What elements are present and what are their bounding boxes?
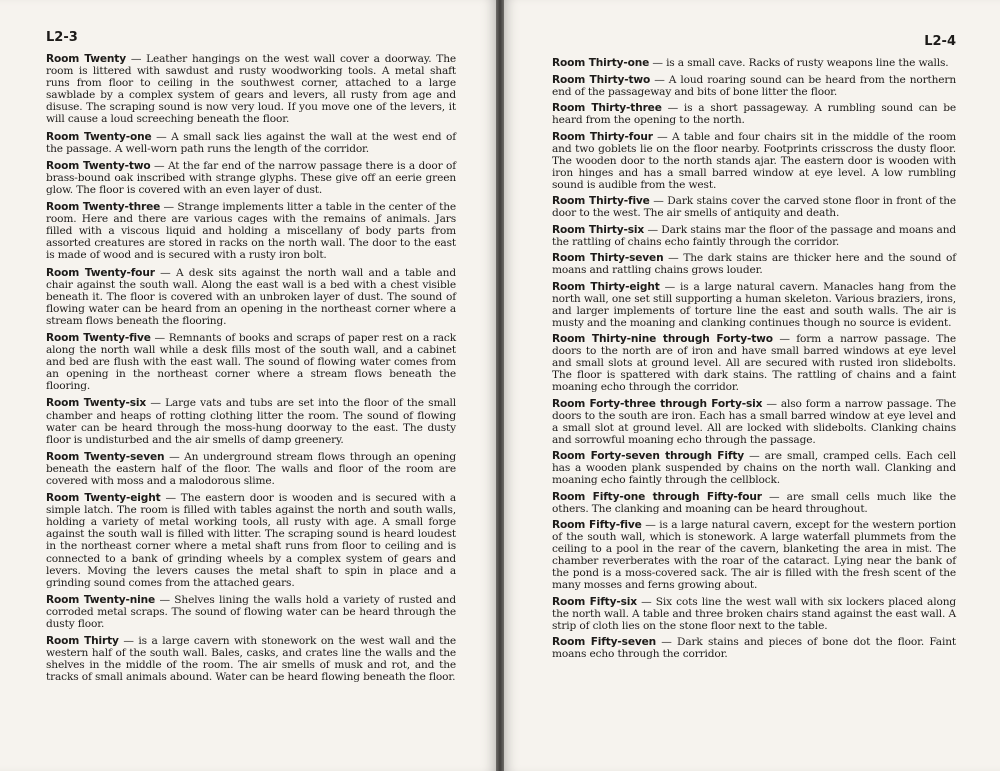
room-name: Room Fifty-five (552, 519, 642, 531)
room-entry (46, 160, 456, 196)
room-name: Room Thirty-six (552, 223, 645, 236)
room-description: — is a short passageway. A rumbling sound can be heard from the opening to the north. (552, 102, 956, 126)
room-description: — A loud roaring sound can be heard from the northern end of the passageway and bits of bone litter the floor. (552, 73, 957, 98)
room-entry (552, 57, 956, 69)
room-entry (552, 224, 956, 248)
room-name: Room Twenty-three (46, 201, 161, 214)
room-name: Room Fifty-seven (552, 636, 657, 648)
page-label: L2-3 (46, 30, 78, 45)
room-entry (552, 519, 956, 591)
room-name: Room Twenty-six (46, 397, 147, 410)
room-description: — is a small cave. Racks of rusty weapons line the walls. (649, 57, 949, 69)
room-description: — are small, cramped cells. Each cell has a wooden plank suspended by chains on the north wall. Clanking and moaning echo faintly through the cellblock. (552, 450, 956, 486)
room-description: — is a large natural cavern. Manacles hang from the north wall, one set still supporting a human skeleton. Various braziers, irons, and larger implements of torture line the east and south walls. The air is musty and the moaning and clanking continues though no source is evident. (552, 280, 956, 329)
room-description: — is a large cavern with stonework on the west wall and the western half of the south wall. Bales, casks, and crates line the walls and the shelves in the middle of the room. The air smells of musk and rot, and the tracks of small animals abound. Water can be heard flowing beneath the floor. (46, 635, 456, 684)
room-description: — Leather hangings on the west wall cover a doorway. The room is littered with sawdust and rusty woodworking tools. A metal shaft runs from floor to ceiling in the southwest corner, attached to a large sawblade by a complex system of gears and levers, all rusty from age and disuse. The scraping sound is now very loud. If you move one of the levers, it will cause a loud screeching beneath the floor. (46, 53, 456, 126)
room-name: Room Forty-three through Forty-six (552, 397, 763, 410)
room-name: Room Forty-seven through Fifty (552, 450, 744, 462)
room-description: — Remnants of books and scraps of paper rest on a rack along the north wall while a desk fills most of the south wall, and a cabinet and bed are flush with the east wall. The sound of flowing water comes from an opening in the northeast corner where a stream flows beneath the flooring. (46, 331, 456, 393)
room-description: — Large vats and tubs are set into the floor of the small chamber and heaps of rotting clothing litter the room. The sound of flowing water can be heard through the moss-hung doorway to the east. The dusty floor is undisturbed and the air smells of damp greenery. (46, 397, 456, 446)
room-description: — The eastern door is wooden and is secured with a simple latch. The room is filled with tables against the north and south walls, holding a variety of metal working tools, all rusty with age. A small forge against the south wall is filled with litter. The scraping sound is heard loudest in the northeast corner where a metal shaft runs from floor to ceiling and is connected to a bank of grinding wheels by a complex system of gears and levers. Moving the levers causes the metal shaft to spin in place and a grinding sound comes from the attached gears. (46, 492, 456, 589)
room-entry (46, 267, 456, 327)
room-entry (46, 397, 456, 445)
room-name: Room Thirty-eight (552, 280, 660, 293)
room-name: Room Thirty (46, 635, 119, 648)
room-name: Room Thirty-five (552, 195, 650, 207)
room-description: — Shelves lining the walls hold a variety of rusted and corroded metal scraps. The sound of flowing water can be heard through the dusty floor. (46, 593, 456, 631)
room-description: — The dark stains are thicker here and the sound of moans and rattling chains grows louder. (552, 252, 956, 276)
room-name: Room Thirty-one (552, 57, 650, 69)
room-name: Room Twenty-seven (46, 450, 165, 463)
room-description: — Dark stains cover the carved stone floor in front of the door to the west. The air smells of antiquity and death. (552, 195, 956, 219)
room-entry (552, 252, 956, 276)
room-name: Room Twenty-four (46, 266, 155, 279)
room-entry (552, 596, 956, 632)
room-name: Room Twenty-one (46, 130, 152, 143)
entry-list (46, 53, 456, 684)
room-description: — A desk sits against the north wall and a table and chair against the south wall. Along the east wall is a bed with a chest visible beneath it. The floor is covered with an unbroken layer of dust. The sound of flowing water can be heard from an opening in the northeast corner where a stream flows beneath the flooring. (46, 266, 456, 327)
room-description: — Dark stains and pieces of bone dot the floor. Faint moans echo through the corridor. (552, 636, 956, 660)
room-description: — Strange implements litter a table in the center of the room. Here and there are various cages with the remains of animals. Jars filled with a viscous liquid and holding a miscellany of body parts from assorted creatures are stored in racks on the north wall. The door to the east is made of wood and is secured with a rusty iron bolt. (46, 201, 456, 262)
room-description: — Dark stains mar the floor of the passage and moans and the rattling of chains echo faintly through the corridor. (552, 223, 957, 248)
right-page (504, 0, 1000, 771)
room-entry (552, 398, 956, 446)
book-gutter (496, 0, 504, 771)
room-description: — An underground stream flows through an opening beneath the eastern half of the floor. The walls and floor of the room are covered with moss and a malodorous slime. (46, 450, 456, 487)
room-entry (46, 131, 456, 155)
room-name: Room Fifty-one through Fifty-four (552, 490, 762, 503)
room-entry (46, 492, 456, 589)
room-description: — A table and four chairs sit in the middle of the room and two goblets lie on the floor nearby. Footprints crisscross the dusty floor. The wooden door to the north stands ajar. The eastern door is wooden with iron hinges and has a small barred window at eye level. A low rumbling sound is audible from the west. (552, 130, 956, 191)
room-description: — A small sack lies against the wall at the west end of the passage. A well-worn path runs the length of the corridor. (46, 130, 456, 155)
room-name: Room Thirty-seven (552, 252, 664, 264)
room-entry (46, 201, 456, 261)
room-name: Room Thirty-nine through Forty-two (552, 333, 773, 345)
room-name: Room Twenty-five (46, 331, 151, 344)
room-entry (46, 332, 456, 392)
room-description: — also form a narrow passage. The doors to the south are iron. Each has a small barred window at eye level and a small slot at ground level. All are locked with slidebolts. Clanking chains and sorrowful moaning echo through the passage. (552, 397, 956, 446)
room-name: Room Thirty-four (552, 130, 653, 143)
room-entry (46, 451, 456, 487)
room-name: Room Twenty-eight (46, 492, 161, 505)
room-entry (552, 195, 956, 219)
entry-list (552, 57, 956, 660)
room-entry (552, 74, 956, 98)
room-entry (552, 450, 956, 486)
room-name: Room Twenty-two (46, 159, 151, 172)
room-entry (46, 635, 456, 683)
room-entry (552, 281, 956, 329)
room-entry (552, 333, 956, 393)
room-name: Room Twenty-nine (46, 593, 156, 606)
room-name: Room Thirty-two (552, 73, 651, 86)
room-description: — At the far end of the narrow passage there is a door of brass-bound oak inscribed with strange glyphs. These give off an eerie green glow. The floor is covered with an even layer of dust. (46, 159, 456, 196)
page-label: L2-4 (924, 34, 956, 49)
room-description: — form a narrow passage. The doors to the north are of iron and have small barred windows at eye level and small slots at ground level. All are secured with rusted iron slidebolts. The floor is spattered with dark stains. The rattling of chains and a faint moaning echo through the corridor. (552, 333, 956, 393)
left-page (0, 0, 496, 771)
room-entry (552, 636, 956, 660)
room-entry (46, 53, 456, 126)
room-entry (552, 491, 956, 515)
room-name: Room Fifty-six (552, 595, 637, 608)
room-description: — is a large natural cavern, except for the western portion of the south wall, which is stonework. A large waterfall plummets from the ceiling to a pool in the rear of the cavern, blanketing the area in mist. The chamber reverberates with the roar of the cataract. Lying near the bank of the pond is a moss-covered sack. The air is filled with the fresh scent of the many mosses and ferns growing about. (552, 519, 956, 591)
room-name: Room Twenty (46, 53, 126, 65)
room-entry (552, 102, 956, 126)
room-description: — are small cells much like the others. The clanking and moaning can be heard throughout. (552, 490, 956, 515)
room-entry (46, 594, 456, 630)
room-description: — Six cots line the west wall with six lockers placed along the north wall. A table and three broken chairs stand against the east wall. A strip of cloth lies on the stone floor next to the table. (552, 595, 956, 632)
room-entry (552, 131, 956, 191)
room-name: Room Thirty-three (552, 102, 662, 114)
